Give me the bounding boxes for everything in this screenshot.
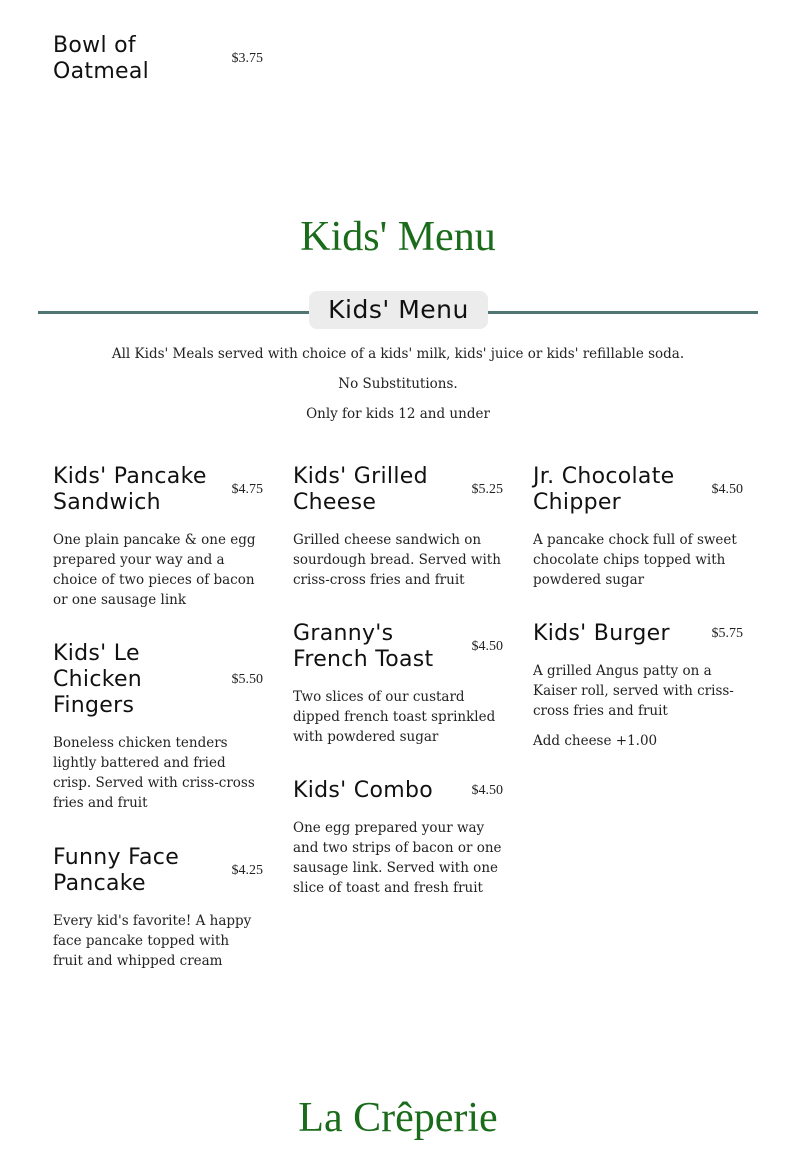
menu-item-name: Kids' Grilled Cheese [293, 464, 428, 515]
menu-item-price: $5.75 [711, 626, 743, 641]
menu-item-name: Kids' Combo [293, 778, 433, 803]
menu-item-name: Kids' Pancake Sandwich [53, 464, 207, 515]
menu-item-description: One plain pancake & one egg prepared your way and a choice of two pieces of bacon or one sausage link [53, 532, 256, 608]
menu-item-description: Every kid's favorite! A happy face pancake topped with fruit and whipped cream [53, 913, 252, 969]
menu-item-description: One egg prepared your way and two strips of bacon or one sausage link. Served with one slice of toast and fresh fruit [293, 820, 502, 896]
menu-item-price: $4.75 [231, 482, 263, 497]
menu-item-header [53, 845, 263, 897]
menu-item-header [533, 464, 743, 516]
menu-item-kids-le-chicken-fingers [53, 641, 263, 813]
menu-item-description: Two slices of our custard dipped french toast sprinkled with powdered sugar [293, 689, 496, 745]
menu-item-header [293, 621, 503, 673]
menu-item-name: Granny's French Toast [293, 621, 434, 672]
menu-item-bowl-of-oatmeal [53, 33, 263, 85]
menu-item-jr-chocolate-chipper [533, 464, 743, 590]
menu-note-substitutions: No Substitutions. [338, 376, 458, 392]
menu-item-header [53, 464, 263, 516]
menu-item-price: $5.25 [471, 482, 503, 497]
menu-item-header [533, 621, 743, 647]
menu-item-addon: Add cheese +1.00 [533, 733, 658, 749]
menu-item-description: Grilled cheese sandwich on sourdough bread. Served with criss-cross fries and fruit [293, 532, 501, 588]
menu-item-kids-burger [533, 621, 743, 751]
menu-item-header [53, 33, 263, 85]
menu-item-name: Kids' Burger [533, 621, 670, 646]
menu-item-header [293, 778, 503, 804]
menu-item-kids-pancake-sandwich [53, 464, 263, 610]
menu-item-price: $3.75 [231, 51, 263, 66]
menu-note-drinks: All Kids' Meals served with choice of a kids' milk, kids' juice or kids' refillable soda. [111, 346, 685, 362]
menu-item-header [293, 464, 503, 516]
menu-item-funny-face-pancake [53, 845, 263, 971]
menu-item-name: Kids' Le Chicken Fingers [53, 641, 143, 718]
menu-item-name: Bowl of Oatmeal [53, 33, 150, 84]
menu-item-name: Funny Face Pancake [53, 845, 180, 896]
menu-item-price: $5.50 [231, 672, 263, 687]
divider-label: Kids' Menu [309, 291, 488, 329]
menu-item-description: Boneless chicken tenders lightly battered and fried crisp. Served with criss-cross fries and fruit [53, 735, 255, 811]
menu-item-name: Jr. Chocolate Chipper [533, 464, 675, 515]
menu-item-kids-combo [293, 778, 503, 898]
menu-note-age-limit: Only for kids 12 and under [306, 406, 490, 422]
section-heading-la-creperie: La Crêperie [298, 1095, 498, 1141]
menu-item-price: $4.50 [471, 783, 503, 798]
menu-item-price: $4.50 [711, 482, 743, 497]
section-heading-kids-menu: Kids' Menu [300, 214, 496, 260]
menu-item-description: A grilled Angus patty on a Kaiser roll, served with criss-cross fries and fruit [533, 663, 734, 719]
menu-item-description: A pancake chock full of sweet chocolate chips topped with powdered sugar [533, 532, 737, 588]
menu-item-price: $4.50 [471, 639, 503, 654]
menu-item-grannys-french-toast [293, 621, 503, 747]
menu-item-kids-grilled-cheese [293, 464, 503, 590]
menu-item-header [53, 641, 263, 719]
menu-item-price: $4.25 [231, 863, 263, 878]
